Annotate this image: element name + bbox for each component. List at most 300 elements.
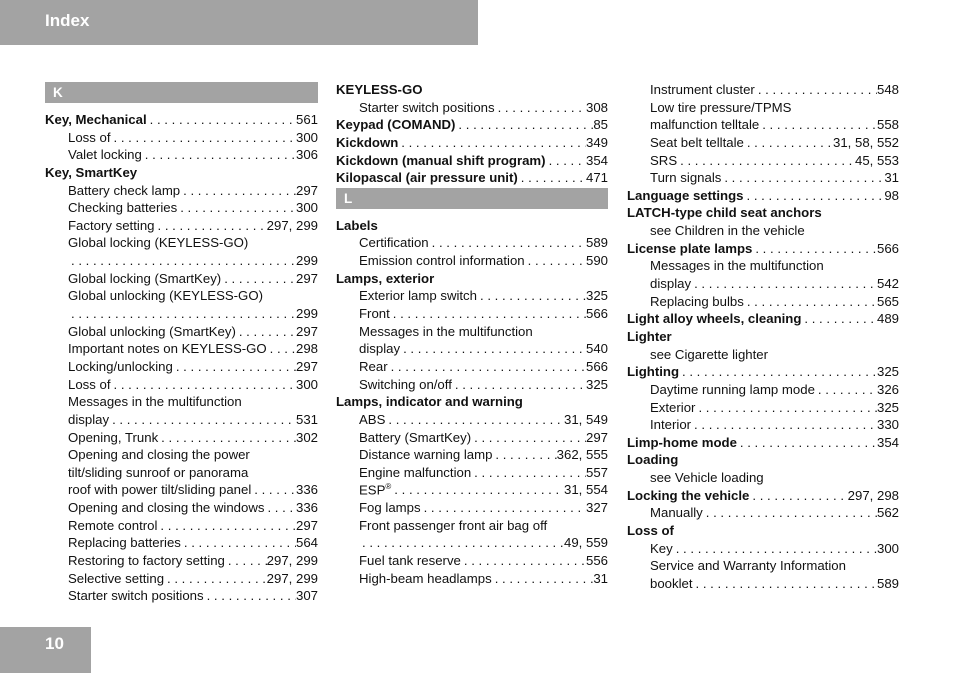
entry-label-text: Factory setting	[68, 217, 155, 233]
page-reference: 349	[585, 134, 608, 150]
page-reference: 306	[295, 147, 318, 163]
leader-dots	[173, 358, 296, 376]
entry-label-text: Fuel tank reserve	[359, 553, 461, 568]
entry-label-text: Battery (SmartKey)	[359, 429, 472, 445]
entry-label	[336, 152, 546, 170]
index-subentry	[336, 429, 608, 447]
page-reference: 566	[876, 240, 899, 256]
entry-label	[359, 287, 477, 305]
entry-label-text: Emission control information	[359, 253, 525, 269]
entry-label	[68, 217, 155, 235]
page-reference: 297	[295, 323, 318, 339]
index-subentry	[336, 323, 608, 341]
leader-dots	[267, 340, 296, 358]
leader-dots	[691, 416, 877, 434]
entry-label	[68, 429, 158, 447]
index-subentry	[336, 252, 608, 270]
index-subentry	[45, 217, 318, 235]
page-reference: 297	[295, 517, 318, 533]
entry-label	[359, 323, 533, 341]
entry-label	[359, 252, 525, 270]
entry-label-text: Replacing batteries	[68, 535, 181, 551]
leader-dots	[677, 152, 855, 170]
index-subentry	[45, 393, 318, 411]
entry-label-text: Lamps, exterior	[336, 270, 435, 286]
page-reference: 300	[295, 376, 318, 392]
leader-dots	[359, 534, 564, 552]
page-reference: 297	[295, 182, 318, 198]
index-subentry	[45, 358, 318, 376]
index-subentry	[627, 557, 899, 575]
index-main-entry	[336, 134, 608, 152]
entry-label	[359, 234, 429, 252]
entry-label	[650, 504, 703, 522]
page-reference: 31, 554	[564, 482, 608, 498]
leader-dots	[181, 534, 296, 552]
page-reference: 565	[876, 293, 899, 309]
entry-label	[336, 116, 455, 134]
index-main-entry	[627, 310, 899, 328]
leader-dots	[744, 134, 833, 152]
index-subentry	[45, 234, 318, 252]
entry-label	[650, 557, 846, 575]
leader-dots	[679, 363, 877, 381]
entry-label-text: Loading	[627, 452, 679, 468]
index-subentry	[45, 570, 318, 588]
leader-dots	[421, 499, 586, 517]
page-reference: 589	[585, 235, 608, 251]
entry-label-text: Important notes on KEYLESS-GO	[68, 341, 267, 357]
index-subentry	[45, 517, 318, 535]
index-subentry	[336, 499, 608, 517]
entry-label	[68, 358, 173, 376]
page-reference: 308	[585, 99, 608, 115]
leader-dots	[752, 240, 877, 258]
entry-label	[68, 464, 248, 482]
entry-label	[68, 287, 263, 305]
entry-label	[68, 340, 267, 358]
registered-mark: ®	[385, 482, 392, 492]
index-subentry	[336, 552, 608, 570]
page-reference: 325	[876, 364, 899, 380]
index-column-2	[336, 81, 608, 587]
leader-dots	[452, 376, 586, 394]
entry-label	[627, 522, 674, 540]
entry-label-text: Exterior lamp switch	[359, 288, 477, 304]
index-subentry	[336, 411, 608, 429]
entry-label-text: Checking batteries	[68, 200, 178, 216]
entry-label	[336, 169, 518, 187]
leader-dots	[398, 134, 586, 152]
page-reference: 299	[295, 253, 318, 269]
leader-dots	[147, 111, 296, 129]
entry-label-text: Language settings	[627, 187, 744, 203]
entry-label	[359, 358, 388, 376]
entry-label	[68, 270, 221, 288]
entry-label-text: Opening and closing the windows	[68, 500, 265, 516]
index-main-entry	[336, 169, 608, 187]
page-reference: 557	[585, 464, 608, 480]
leader-dots	[749, 487, 847, 505]
entry-label-text: Switching on/off	[359, 376, 452, 392]
index-main-entry	[627, 522, 899, 540]
entry-label-text: ESP	[359, 482, 386, 498]
page-reference: 297, 299	[266, 553, 318, 568]
entry-label-text: Loss of	[627, 523, 674, 538]
entry-label-text: Light alloy wheels, cleaning	[627, 311, 802, 327]
index-subentry	[45, 429, 318, 447]
entry-label	[336, 134, 398, 152]
entry-label	[359, 464, 471, 482]
leader-dots	[388, 358, 586, 376]
entry-label	[68, 146, 142, 164]
page-reference: 300	[876, 540, 899, 556]
page-reference: 558	[876, 117, 899, 133]
page-reference: 531	[295, 411, 318, 427]
index-subentry	[627, 575, 899, 593]
leader-dots	[429, 234, 586, 252]
entry-label-text: Limp-home mode	[627, 434, 737, 450]
leader-dots	[251, 481, 296, 499]
page-reference: 302	[295, 429, 318, 445]
leader-dots	[695, 399, 877, 417]
leader-dots	[492, 446, 556, 464]
entry-label-text: Instrument cluster	[650, 81, 755, 97]
entry-label	[627, 328, 672, 346]
entry-label	[359, 376, 452, 394]
entry-label	[68, 182, 180, 200]
page-reference: 297, 299	[266, 570, 318, 586]
page-reference: 589	[876, 575, 899, 591]
index-subentry	[336, 446, 608, 464]
page-reference: 45, 553	[855, 152, 899, 168]
leader-dots	[390, 305, 586, 323]
leader-dots	[693, 575, 877, 593]
entry-label	[359, 429, 471, 447]
index-subentry	[45, 323, 318, 341]
entry-label-text: malfunction telltale	[650, 117, 760, 133]
entry-label	[68, 376, 111, 394]
entry-label-text: Key	[650, 540, 673, 556]
index-subentry	[336, 376, 608, 394]
entry-label-text: Kilopascal (air pressure unit)	[336, 170, 518, 186]
entry-label-text: Remote control	[68, 517, 158, 533]
entry-label	[627, 240, 752, 258]
entry-label-text: Messages in the multifunction	[68, 394, 242, 410]
index-subentry	[45, 252, 318, 270]
page-reference: 98	[884, 187, 899, 203]
entry-label	[650, 293, 744, 311]
leader-dots	[155, 217, 267, 235]
page-reference: 31	[593, 570, 608, 586]
index-subentry	[336, 358, 608, 376]
entry-label	[68, 234, 248, 252]
entry-label	[68, 323, 236, 341]
entry-label	[359, 411, 385, 429]
entry-label	[627, 363, 679, 381]
leader-dots	[111, 129, 296, 147]
entry-label	[359, 481, 391, 499]
entry-label-text: display	[650, 276, 692, 292]
index-main-entry	[627, 363, 899, 381]
entry-label-text: Lamps, indicator and warning	[336, 394, 523, 410]
index-main-entry	[627, 487, 899, 505]
index-subentry	[336, 305, 608, 323]
index-main-entry	[336, 270, 608, 288]
index-subentry	[627, 540, 899, 558]
leader-dots	[691, 275, 877, 293]
leader-dots	[492, 570, 594, 588]
page-reference: 49, 559	[564, 535, 608, 551]
index-subentry	[627, 346, 899, 364]
entry-label-text: Rear	[359, 358, 388, 374]
leader-dots	[461, 552, 586, 570]
leader-dots	[204, 587, 296, 605]
entry-label	[359, 517, 547, 535]
leader-dots	[400, 340, 586, 358]
index-subentry	[627, 469, 899, 487]
index-subentry	[336, 287, 608, 305]
index-main-entry	[45, 111, 318, 129]
page-reference: 85	[593, 117, 608, 133]
index-subentry	[627, 399, 899, 417]
entry-label	[650, 381, 815, 399]
index-subentry	[627, 169, 899, 187]
page-reference: 325	[585, 288, 608, 304]
entry-label-text: Seat belt telltale	[650, 134, 744, 150]
leader-dots	[385, 411, 564, 429]
leader-dots	[142, 146, 296, 164]
index-subentry	[336, 340, 608, 358]
entry-label-text: License plate lamps	[627, 240, 753, 256]
leader-dots	[157, 517, 296, 535]
page-reference: 489	[876, 311, 899, 327]
entry-label	[359, 446, 492, 464]
entry-label	[359, 570, 492, 588]
entry-label	[45, 164, 137, 182]
index-subentry	[627, 99, 899, 117]
leader-dots	[164, 570, 267, 588]
section-letter-l: L	[336, 188, 608, 209]
entry-label	[650, 469, 764, 487]
entry-label-text: Keypad (COMAND)	[336, 117, 456, 133]
index-main-entry	[627, 204, 899, 222]
index-subentry	[45, 481, 318, 499]
index-subentry	[627, 257, 899, 275]
entry-label	[68, 446, 250, 464]
index-subentry	[627, 81, 899, 99]
leader-dots	[518, 169, 586, 187]
entry-label-text: Starter switch positions	[68, 588, 204, 604]
entry-label-text: Front passenger front air bag off	[359, 517, 548, 533]
index-subentry	[627, 134, 899, 152]
index-subentry	[45, 305, 318, 323]
entry-label-text: Exterior	[650, 399, 696, 415]
leader-dots	[673, 540, 877, 558]
page-reference: 562	[876, 505, 899, 521]
leader-dots	[546, 152, 586, 170]
index-main-entry	[627, 328, 899, 346]
entry-label-text: ABS	[359, 411, 386, 427]
page-reference: 564	[295, 535, 318, 551]
index-subentry	[45, 287, 318, 305]
index-subentry	[45, 270, 318, 288]
page-reference: 300	[295, 200, 318, 216]
index-subentry	[627, 152, 899, 170]
leader-dots	[236, 323, 296, 341]
index-subentry	[45, 446, 318, 464]
entry-label	[68, 570, 164, 588]
entry-label-text: Lighting	[627, 364, 679, 380]
page-reference: 325	[585, 376, 608, 392]
entry-label-text: Front	[359, 306, 390, 322]
leader-dots	[109, 411, 296, 429]
entry-label-text: display	[359, 341, 401, 357]
index-subentry	[336, 517, 608, 535]
page-reference: 542	[876, 276, 899, 292]
page-reference: 326	[876, 381, 899, 397]
entry-label	[68, 393, 242, 411]
page-reference: 297	[295, 358, 318, 374]
index-subentry	[45, 464, 318, 482]
entry-label	[627, 310, 801, 328]
entry-label-text: see Cigarette lighter	[650, 346, 769, 362]
index-subentry	[45, 376, 318, 394]
entry-label	[68, 481, 251, 499]
leader-dots	[815, 381, 877, 399]
index-main-entry	[336, 393, 608, 411]
index-subentry	[336, 570, 608, 588]
entry-label	[627, 487, 749, 505]
page-reference: 590	[585, 253, 608, 269]
entry-label-text: Daytime running lamp mode	[650, 381, 815, 397]
entry-label	[650, 134, 744, 152]
leader-dots	[703, 504, 877, 522]
entry-label-text: Certification	[359, 235, 429, 251]
entry-label	[68, 534, 181, 552]
leader-dots	[755, 81, 877, 99]
index-subentry	[45, 411, 318, 429]
leader-dots	[68, 305, 296, 323]
entry-label-text: Replacing bulbs	[650, 293, 744, 309]
index-main-entry	[336, 152, 608, 170]
index-subentry	[336, 234, 608, 252]
entry-label	[650, 275, 691, 293]
entry-label	[45, 111, 147, 129]
index-subentry	[627, 275, 899, 293]
entry-label-text: Kickdown (manual shift program)	[336, 152, 546, 168]
entry-label-text: Global locking (KEYLESS-GO)	[68, 235, 249, 251]
entry-label-text: Labels	[336, 217, 378, 233]
page-reference: 330	[876, 417, 899, 433]
entry-label	[68, 199, 177, 217]
entry-label-text: Restoring to factory setting	[68, 553, 225, 568]
entry-label	[627, 451, 678, 469]
leader-dots	[759, 116, 877, 134]
entry-label-text: Messages in the multifunction	[359, 323, 533, 339]
index-subentry	[45, 587, 318, 605]
index-main-entry	[627, 240, 899, 258]
entry-label	[68, 587, 204, 605]
leader-dots	[471, 429, 586, 447]
leader-dots	[180, 182, 296, 200]
entry-label-text: Selective setting	[68, 570, 165, 586]
entry-label-text: Distance warning lamp	[359, 447, 493, 463]
entry-label	[336, 270, 434, 288]
index-subentry	[45, 146, 318, 164]
entry-label	[627, 204, 822, 222]
leader-dots	[471, 464, 586, 482]
entry-label	[336, 393, 523, 411]
entry-label-text: Key, SmartKey	[45, 164, 138, 180]
entry-label-text: Locking/unlocking	[68, 358, 173, 374]
index-subentry	[627, 222, 899, 240]
index-subentry	[627, 504, 899, 522]
entry-label	[359, 305, 390, 323]
page-reference: 300	[295, 129, 318, 145]
index-subentry	[45, 534, 318, 552]
page-reference: 354	[585, 152, 608, 168]
leader-dots	[744, 187, 885, 205]
index-subentry	[627, 116, 899, 134]
entry-label-text: Low tire pressure/TPMS	[650, 99, 792, 115]
index-main-entry	[336, 116, 608, 134]
entry-label	[650, 169, 721, 187]
entry-label	[359, 499, 421, 517]
entry-label-text: Kickdown	[336, 134, 399, 150]
index-main-entry	[336, 217, 608, 235]
index-subentry	[627, 381, 899, 399]
entry-label-text: Starter switch positions	[359, 99, 495, 115]
page-reference: 566	[585, 306, 608, 322]
index-column-3	[627, 81, 899, 593]
page-reference: 297	[295, 270, 318, 286]
entry-label-text: Loss of	[68, 129, 111, 145]
page-reference: 298	[295, 341, 318, 357]
page-reference: 566	[585, 358, 608, 374]
entry-label	[359, 99, 495, 117]
entry-label-text: Valet locking	[68, 147, 142, 163]
entry-label	[336, 217, 378, 235]
entry-label	[650, 152, 677, 170]
leader-dots	[737, 434, 877, 452]
page-reference: 327	[585, 500, 608, 516]
page-reference: 31	[884, 170, 899, 186]
page-reference: 548	[876, 81, 899, 97]
entry-label	[68, 499, 264, 517]
entry-label	[359, 552, 461, 570]
page-number: 10	[45, 634, 64, 653]
page-reference: 299	[295, 306, 318, 322]
page-reference: 297	[585, 429, 608, 445]
entry-label-text: LATCH-type child seat anchors	[627, 205, 822, 221]
entry-label-text: Messages in the multifunction	[650, 258, 824, 274]
entry-label-text: see Children in the vehicle	[650, 223, 805, 239]
page-reference: 336	[295, 500, 318, 516]
entry-label-text: Service and Warranty Information	[650, 558, 846, 574]
entry-label	[359, 340, 400, 358]
index-subentry	[45, 199, 318, 217]
entry-label	[650, 346, 768, 364]
index-subentry	[336, 481, 608, 499]
entry-label	[336, 81, 422, 99]
entry-label	[68, 411, 109, 429]
entry-label	[650, 257, 824, 275]
page-reference: 297, 299	[266, 217, 318, 233]
header-bar	[0, 0, 478, 45]
leader-dots	[525, 252, 586, 270]
page-reference: 561	[295, 111, 318, 127]
